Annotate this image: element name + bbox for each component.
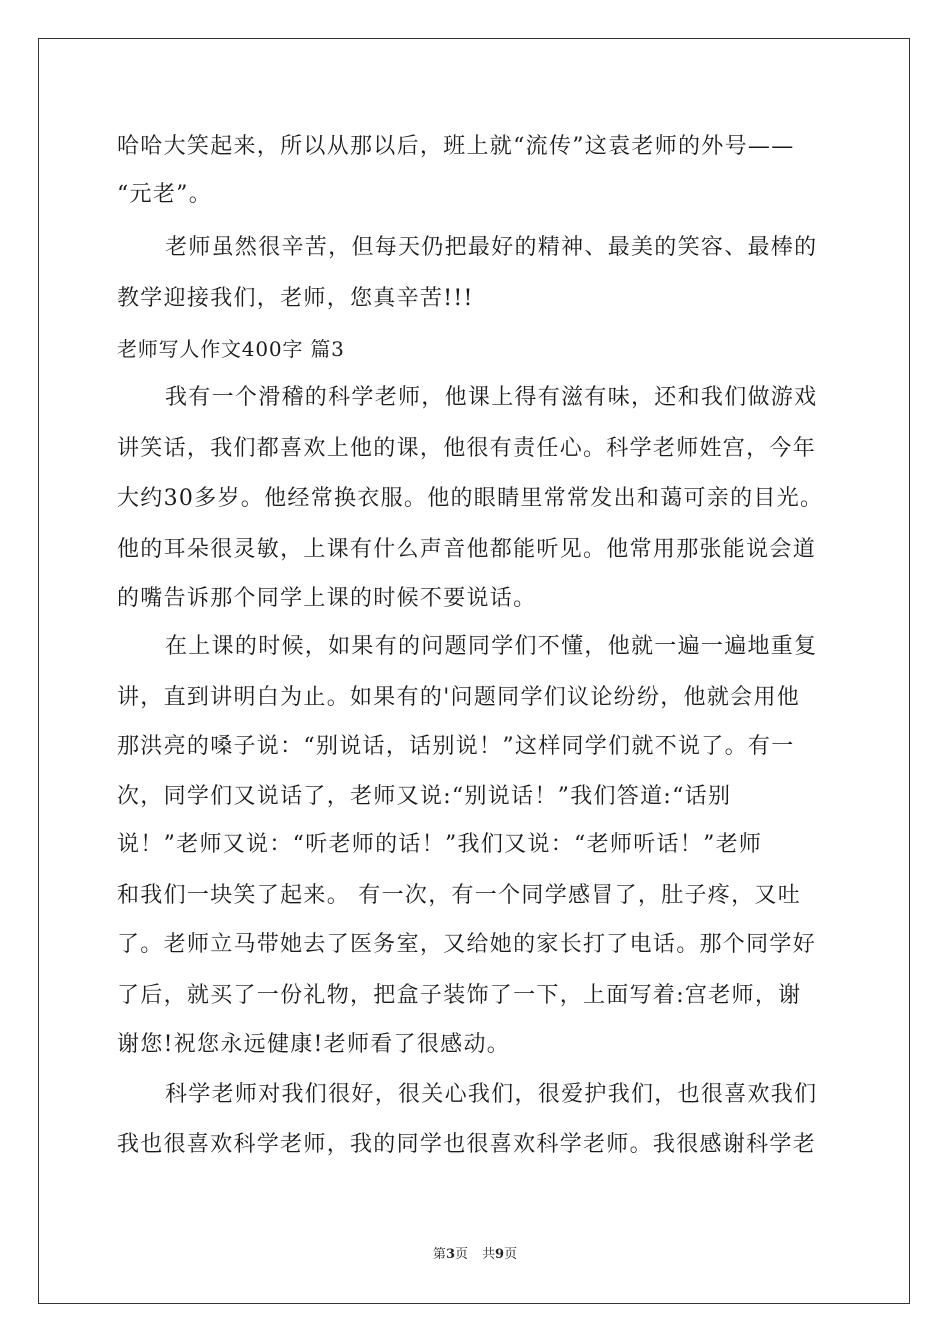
text-line: 讲，直到讲明白为止。如果有的'问题同学们议论纷纷，他就会用他 (117, 685, 801, 710)
paragraph-first-line: 老师虽然很辛苦，但每天仍把最好的精神、最美的笑容、最棒的 (165, 235, 818, 260)
text-line: 我也很喜欢科学老师，我的同学也很喜欢科学老师。我很感谢科学老 (117, 1132, 817, 1157)
text-line: 讲笑话，我们都喜欢上他的课，他很有责任心。科学老师姓宫，今年 (117, 436, 817, 461)
text-line: 的嘴告诉那个同学上课的时候不要说话。 (117, 586, 537, 611)
paragraph-first-line: 我有一个滑稽的科学老师，他课上得有滋有味，还和我们做游戏 (165, 385, 818, 410)
text-line: 说！”老师又说：“听老师的话！”我们又说：“老师听话！”老师 (117, 832, 763, 857)
text-line: 哈哈大笑起来，所以从那以后，班上就“流传”这袁老师的外号—— (117, 134, 795, 159)
paragraph-first-line: 科学老师对我们很好，很关心我们，很爱护我们，也很喜欢我们 (165, 1082, 818, 1107)
page-border (38, 38, 910, 1304)
text-line: 次，同学们又说话了，老师又说:“别说话！”我们答道:“话别 (117, 784, 732, 809)
text-line: 教学迎接我们，老师，您真辛苦!!! (117, 286, 474, 311)
page-prefix: 第 (432, 1247, 446, 1262)
page-footer (0, 1246, 950, 1264)
text-line: 了后，就买了一份礼物，把盒子装饰了一下，上面写着:宫老师，谢 (117, 983, 802, 1008)
total-unit: 页 (504, 1247, 518, 1262)
text-line: 谢您!祝您永远健康!老师看了很感动。 (117, 1032, 511, 1057)
current-page-number: 3 (445, 1247, 455, 1262)
text-line: 和我们一块笑了起来。 有一次，有一个同学感冒了，肚子疼，又吐 (117, 883, 801, 908)
text-line: 他的耳朵很灵敏，上课有什么声音他都能听见。他常用那张能说会道 (117, 537, 817, 562)
total-page-count: 9 (495, 1247, 505, 1262)
text-line: 大约30多岁。他经常换衣服。他的眼睛里常常发出和蔼可亲的目光。 (117, 486, 824, 511)
page-unit: 页 (454, 1247, 468, 1262)
text-line: “元老”。 (117, 182, 212, 207)
total-prefix: 共 (482, 1247, 496, 1262)
text-line: 那洪亮的嗓子说：“别说话，话别说！”这样同学们就不说了。有一 (117, 734, 795, 759)
paragraph-first-line: 在上课的时候，如果有的问题同学们不懂，他就一遍一遍地重复 (165, 634, 818, 659)
section-heading: 老师写人作文400字 篇3 (117, 337, 345, 361)
text-line: 了。老师立马带她去了医务室，又给她的家长打了电话。那个同学好 (117, 932, 817, 957)
